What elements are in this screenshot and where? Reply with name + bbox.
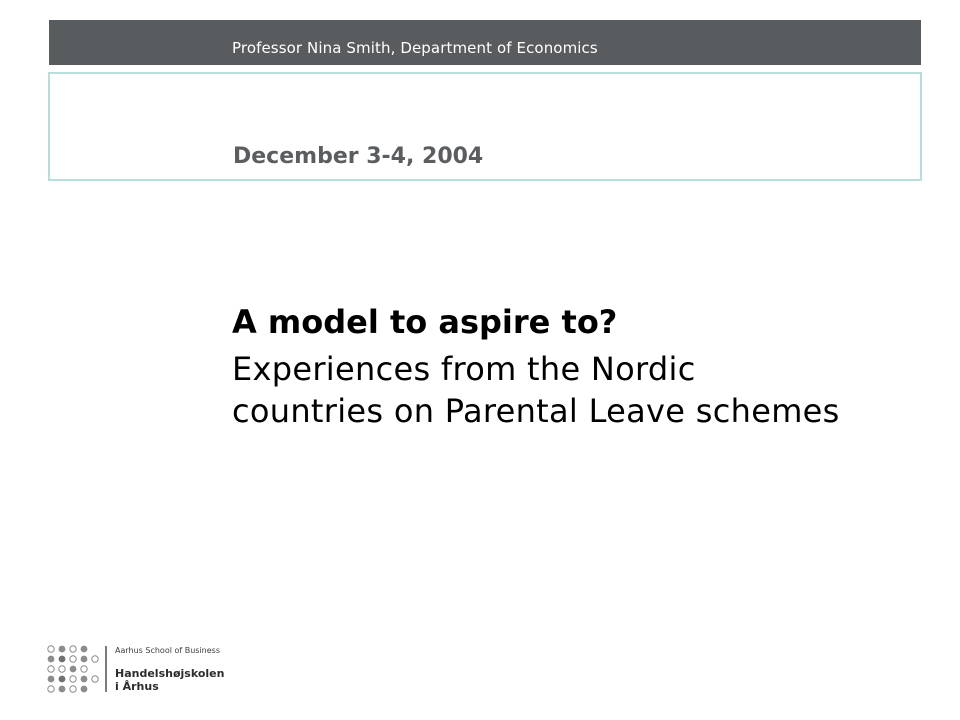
header-bar	[49, 20, 921, 65]
dot-grid-logo-icon	[46, 643, 102, 695]
event-date: December 3-4, 2004	[233, 144, 484, 169]
date-box	[48, 72, 922, 181]
slide-subtitle: Experiences from the Nordic countries on Parental Leave schemes	[232, 350, 840, 430]
school-logo	[46, 643, 306, 695]
title-block	[232, 300, 852, 432]
school-name-english: Aarhus School of Business	[115, 646, 221, 655]
slide-title: A model to aspire to?	[232, 303, 618, 341]
school-name-danish	[115, 667, 224, 693]
logo-divider	[105, 646, 107, 692]
school-name-danish-line1: Handelshøjskolen	[115, 667, 225, 680]
school-name-danish-line2: i Århus	[115, 680, 159, 693]
presenter-name: Professor Nina Smith, Department of Economics	[232, 39, 598, 57]
